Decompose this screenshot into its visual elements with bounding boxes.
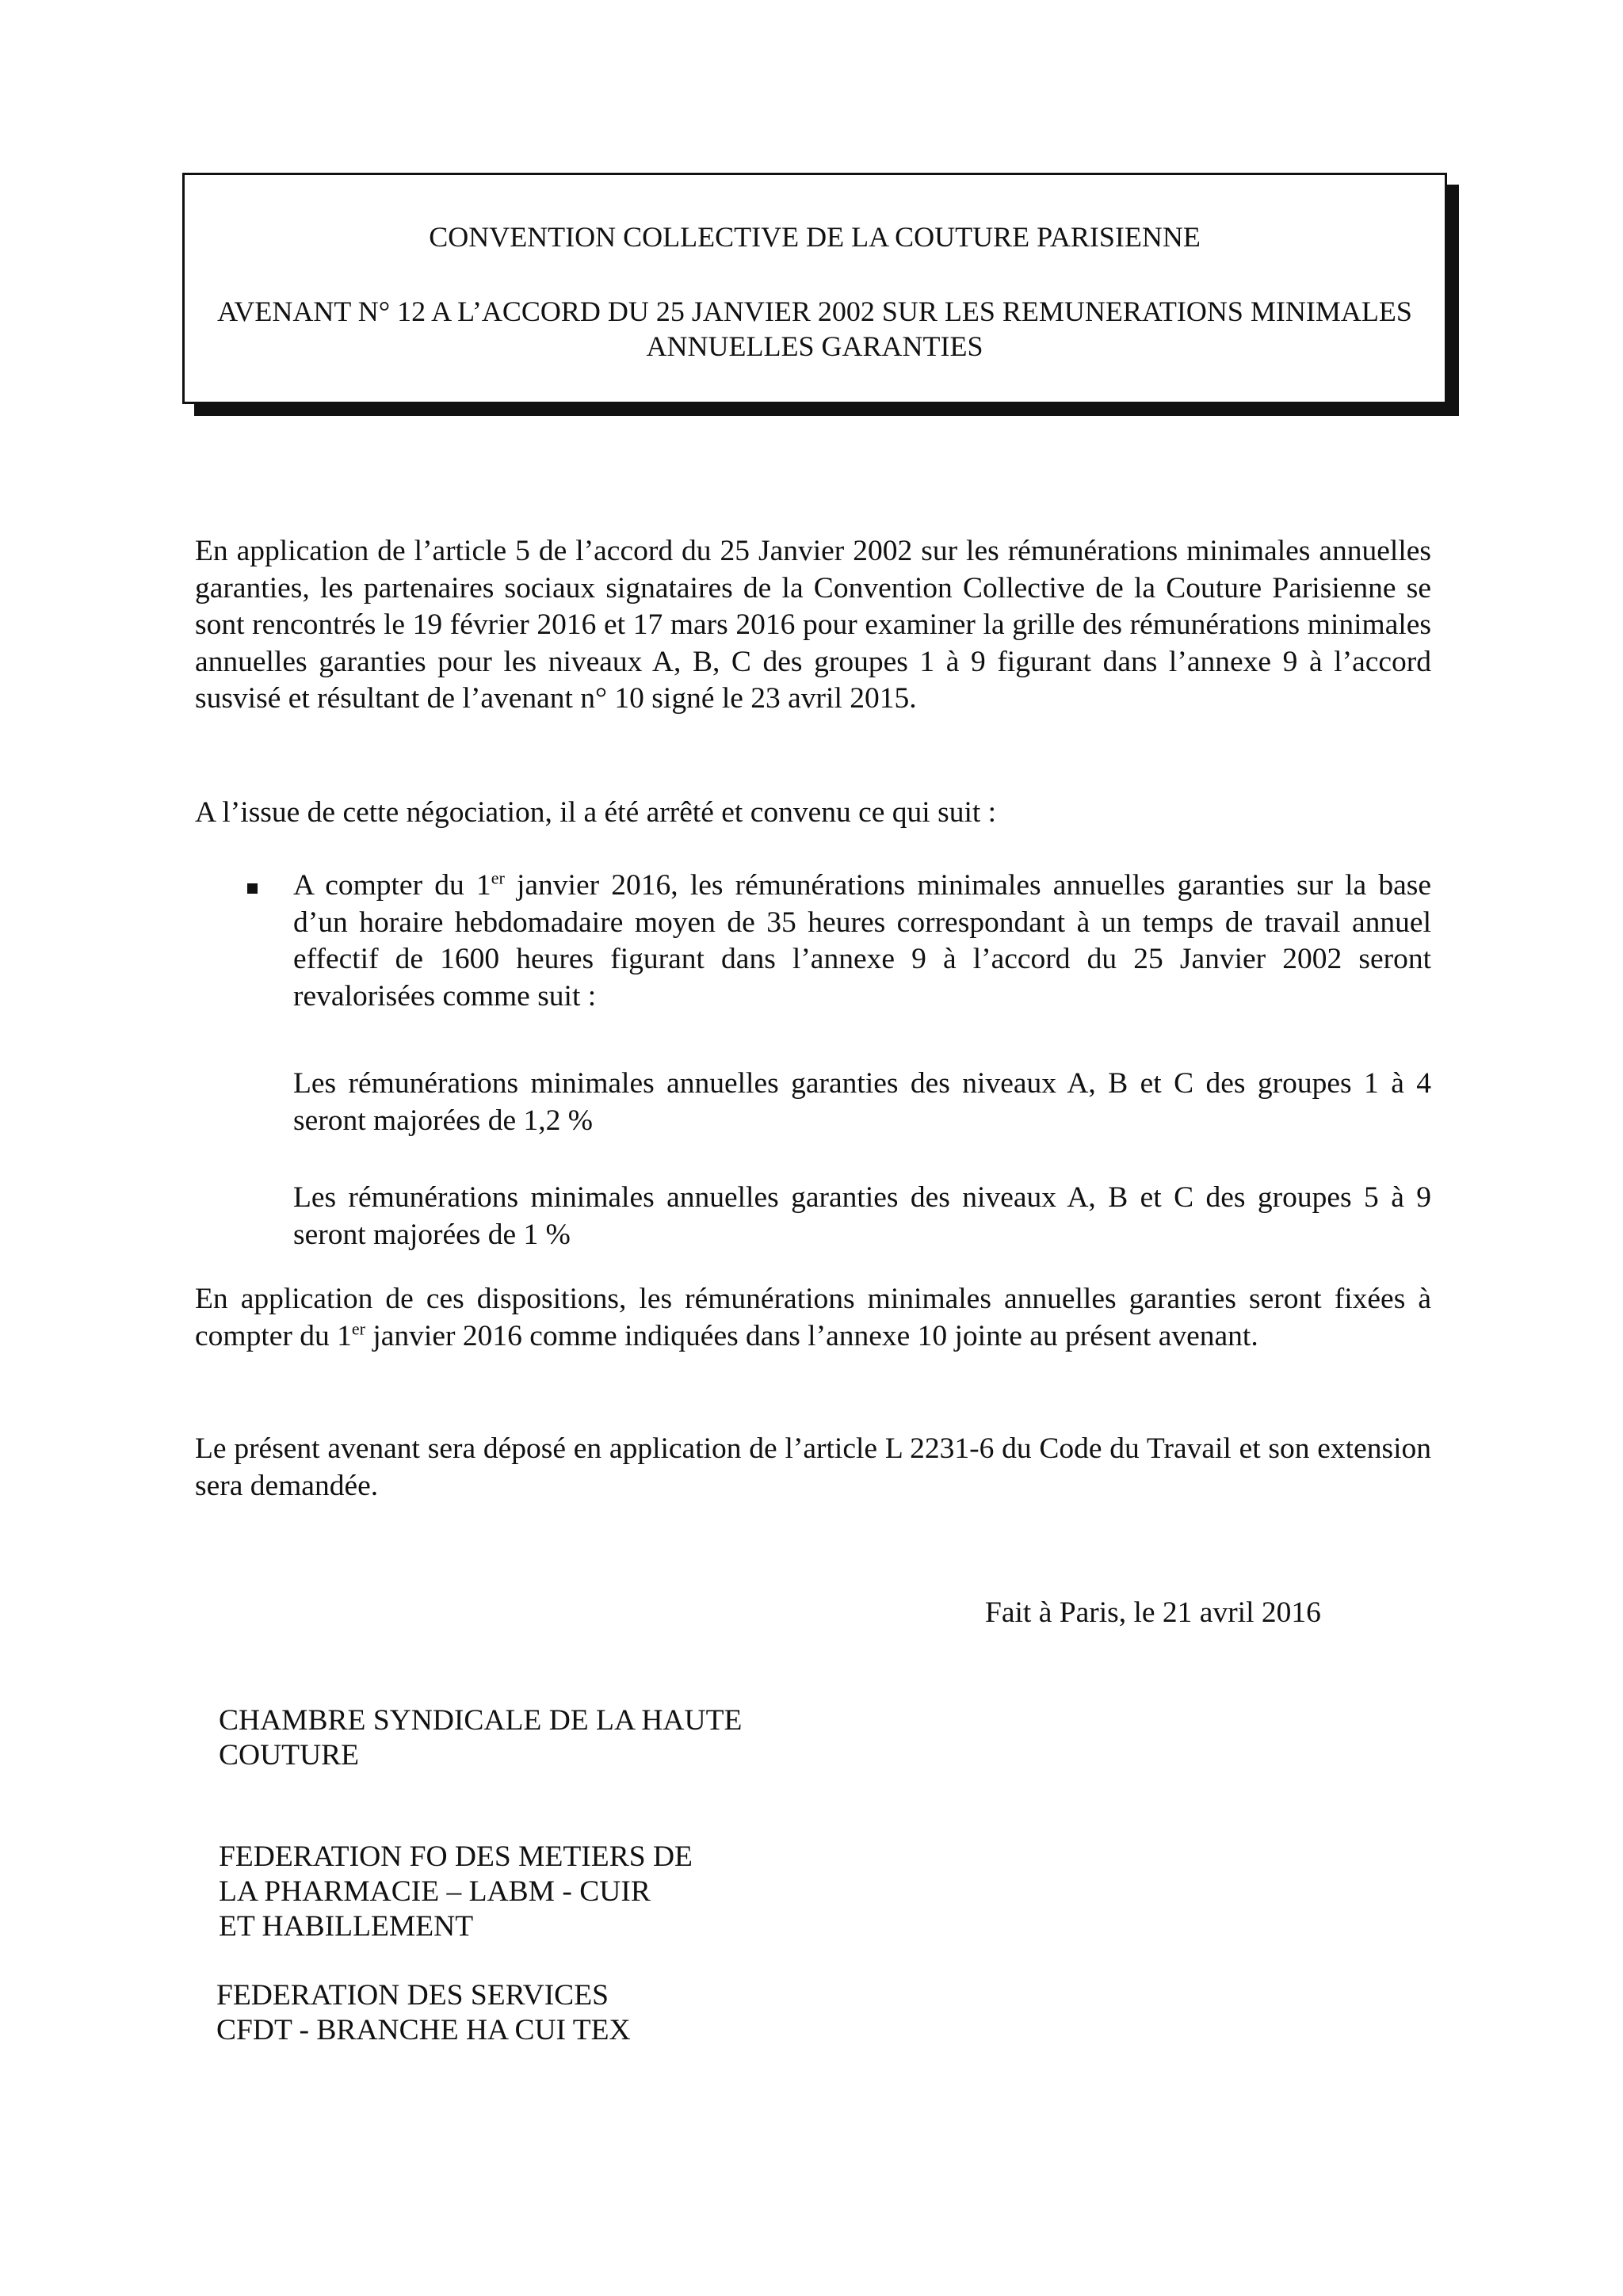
paragraph-outcome: A l’issue de cette négociation, il a été arrêté et convenu ce qui suit : (195, 796, 997, 829)
bullet-text-start: A compter du 1 (293, 869, 491, 902)
signatory-line: CFDT - BRANCHE HA CUI TEX (216, 2014, 631, 2046)
signatory-line: FEDERATION FO DES METIERS DE (219, 1840, 693, 1873)
signatory-block (219, 1703, 742, 1773)
document-title: CONVENTION COLLECTIVE DE LA COUTURE PARISIENNE (429, 221, 1201, 253)
paragraph-deposit: Le présent avenant sera déposé en application de l’article L 2231-6 du Code du Travail et son extension sera demandée. (195, 1432, 1431, 1502)
ordinal-superscript: er (351, 1318, 365, 1338)
signatory-block (219, 1840, 693, 1944)
paragraph-intro: En application de l’article 5 de l’accord du 25 Janvier 2002 sur les rémunérations minimales annuelles garanties, les partenaires sociaux signataires de la Convention Collective de la Couture Parisienne se sont rencontrés le 19 février 2016 et 17 mars 2016 pour examiner la grille des rémunérations minimales annuelles garanties pour les niveaux A, B, C des groupes 1 à 9 figurant dans l’annexe 9 à l’accord susvisé et résultant de l’avenant n° 10 signé le 23 avril 2015. (195, 535, 1431, 715)
place-date: Fait à Paris, le 21 avril 2016 (985, 1596, 1321, 1629)
bullet-sub-paragraph-2: Les rémunérations minimales annuelles garanties des niveaux A, B et C des groupes 5 à 9 seront majorées de 1 % (293, 1181, 1431, 1251)
ordinal-superscript: er (491, 868, 505, 888)
signatory-line: FEDERATION DES SERVICES (216, 1979, 609, 2012)
bullet-sub-paragraph-1: Les rémunérations minimales annuelles garanties des niveaux A, B et C des groupes 1 à 4 seront majorées de 1,2 % (293, 1067, 1431, 1137)
bullet-text-end: janvier 2016, les rémunérations minimales annuelles garanties sur la base d’un horaire hebdomadaire moyen de 35 heures correspondant à un temps de travail annuel effectif de 1600 heures figurant dans l’annexe 9 à l’accord du 25 Janvier 2002 seront revalorisées comme suit : (293, 869, 1431, 1013)
document-subtitle: AVENANT N° 12 A L’ACCORD DU 25 JANVIER 2002 SUR LES REMUNERATIONS MINIMALES ANNUELLES GARANTIES (217, 296, 1412, 362)
paragraph-application (195, 1281, 1431, 1355)
signatory-line: CHAMBRE SYNDICALE DE LA HAUTE (219, 1704, 743, 1737)
paragraph-application-end: janvier 2016 comme indiquées dans l’annexe 10 jointe au présent avenant. (365, 1319, 1258, 1352)
signatory-line: LA PHARMACIE – LABM - CUIR (219, 1875, 651, 1908)
title-box (182, 173, 1447, 404)
bullet-square-icon (247, 883, 258, 894)
signatory-block (216, 1978, 631, 2048)
signatory-line: ET HABILLEMENT (219, 1910, 474, 1943)
bullet-item (293, 868, 1431, 1015)
signatory-line: COUTURE (219, 1739, 360, 1772)
paragraph-application-start: En application de ces dispositions, les rémunérations minimales annuelles garanties seront fixées à compter du 1 (195, 1283, 1431, 1352)
